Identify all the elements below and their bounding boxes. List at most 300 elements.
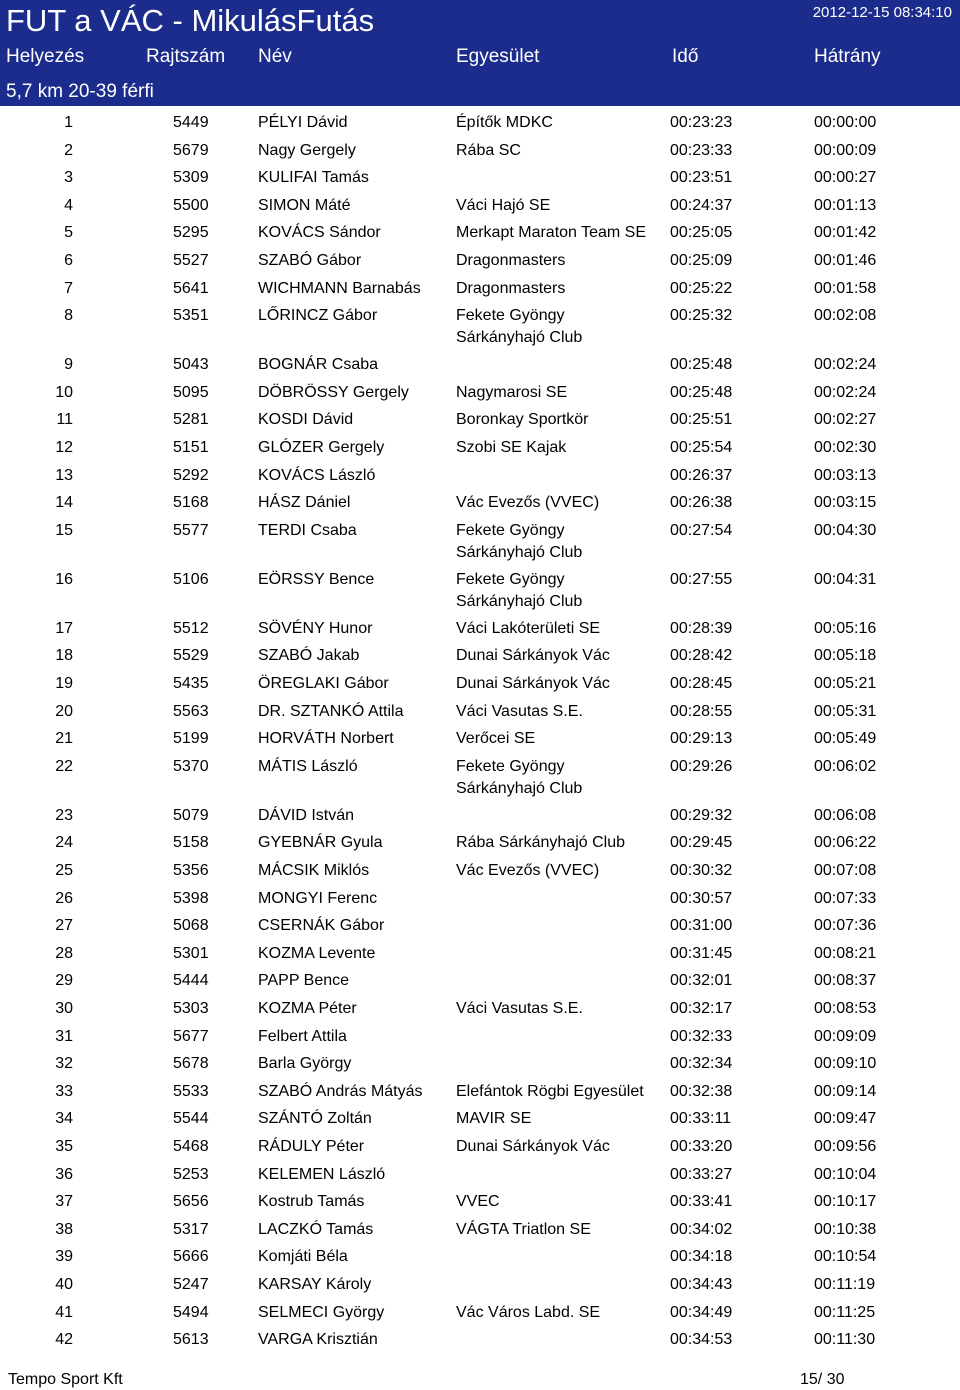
bib-cell: 5317 — [173, 1220, 209, 1238]
gap-cell: 00:10:17 — [814, 1193, 877, 1211]
bib-cell: 5068 — [173, 917, 209, 935]
time-cell: 00:27:54 — [670, 521, 733, 539]
result-row — [0, 673, 960, 700]
result-row — [0, 805, 960, 832]
position-cell: 37 — [55, 1193, 73, 1211]
time-cell: 00:33:20 — [670, 1138, 733, 1155]
gap-cell: 00:07:08 — [814, 862, 877, 879]
club-line: MAVIR SE — [456, 1110, 532, 1128]
position-cell: 9 — [64, 356, 73, 374]
name-cell: Komjáti Béla — [258, 1248, 348, 1266]
bib-cell: 5613 — [173, 1331, 209, 1349]
club-line: Dunai Sárkányok Vác — [456, 675, 610, 692]
bib-cell: 5577 — [173, 521, 209, 539]
gap-cell: 00:10:38 — [814, 1220, 877, 1238]
result-row — [0, 943, 960, 970]
time-cell: 00:26:38 — [670, 494, 733, 512]
club-cell — [456, 492, 599, 514]
club-cell — [456, 569, 582, 613]
name-cell: Kostrub Tamás — [258, 1193, 365, 1211]
time-cell: 00:34:43 — [670, 1276, 733, 1293]
name-cell: DR. SZTANKÓ Attila — [258, 702, 404, 720]
gap-cell: 00:08:53 — [814, 1000, 877, 1017]
bib-cell: 5079 — [173, 806, 209, 824]
name-cell: KOVÁCS László — [258, 466, 376, 484]
position-cell: 26 — [55, 889, 73, 907]
bib-cell: 5309 — [173, 169, 209, 187]
club-cell — [456, 756, 582, 800]
position-cell: 40 — [55, 1276, 73, 1293]
gap-cell: 00:01:13 — [814, 196, 877, 214]
position-cell: 42 — [55, 1331, 73, 1349]
name-cell: HÁSZ Dániel — [258, 494, 351, 512]
gap-cell: 00:09:14 — [814, 1082, 877, 1100]
club-line: Boronkay Sportkör — [456, 411, 589, 429]
position-cell: 41 — [55, 1303, 73, 1321]
column-header-time: Idő — [672, 46, 699, 67]
column-header-bib: Rajtszám — [146, 46, 226, 67]
name-cell: SZABÓ Gábor — [258, 252, 362, 269]
position-cell: 28 — [55, 944, 73, 962]
name-cell: LŐRINCZ Gábor — [258, 307, 378, 325]
name-cell: KOSDI Dávid — [258, 411, 354, 429]
club-cell — [456, 701, 583, 723]
position-cell: 24 — [55, 834, 73, 852]
bib-cell: 5444 — [173, 972, 209, 990]
name-cell: BOGNÁR Csaba — [258, 356, 379, 374]
gap-cell: 00:07:33 — [814, 889, 877, 907]
gap-cell: 00:01:46 — [814, 252, 877, 269]
gap-cell: 00:07:36 — [814, 917, 877, 935]
club-cell — [456, 1302, 600, 1324]
name-cell: KULIFAI Tamás — [258, 169, 369, 187]
position-cell: 13 — [55, 466, 73, 484]
club-cell — [456, 382, 567, 404]
club-line: Nagymarosi SE — [456, 383, 568, 401]
club-cell — [456, 618, 600, 640]
result-row — [0, 1274, 960, 1301]
bib-cell: 5281 — [173, 411, 209, 429]
club-line: Sárkányhajó Club — [456, 592, 583, 610]
position-cell: 14 — [55, 494, 73, 512]
name-cell: GLÓZER Gergely — [258, 439, 385, 456]
result-row — [0, 1246, 960, 1273]
gap-cell: 00:09:10 — [814, 1055, 877, 1073]
time-cell: 00:32:34 — [670, 1055, 733, 1073]
name-cell: SELMECI György — [258, 1303, 385, 1321]
bib-cell: 5301 — [173, 944, 209, 962]
result-row — [0, 860, 960, 887]
gap-cell: 00:09:09 — [814, 1027, 877, 1045]
position-cell: 10 — [55, 383, 73, 401]
club-cell — [456, 860, 599, 882]
result-row — [0, 1191, 960, 1218]
position-cell: 25 — [55, 862, 73, 879]
time-cell: 00:31:00 — [670, 917, 733, 935]
time-cell: 00:34:18 — [670, 1248, 733, 1266]
time-cell: 00:32:38 — [670, 1082, 733, 1100]
bib-cell: 5043 — [173, 356, 209, 374]
result-row — [0, 1053, 960, 1080]
gap-cell: 00:06:02 — [814, 757, 877, 775]
result-row — [0, 1136, 960, 1163]
bib-cell: 5677 — [173, 1027, 209, 1045]
result-row — [0, 278, 960, 305]
bib-cell: 5533 — [173, 1082, 209, 1100]
page-title: FUT a VÁC - MikulásFutás — [6, 3, 375, 38]
name-cell: SZÁNTÓ Zoltán — [258, 1110, 372, 1128]
position-cell: 1 — [64, 114, 73, 131]
position-cell: 4 — [64, 196, 73, 214]
position-cell: 34 — [55, 1110, 73, 1128]
gap-cell: 00:10:54 — [814, 1248, 877, 1266]
gap-cell: 00:00:00 — [814, 114, 877, 131]
gap-cell: 00:03:13 — [814, 466, 877, 484]
club-line: Vác Evezős (VVEC) — [456, 494, 600, 512]
category-label: 5,7 km 20-39 férfi — [6, 81, 154, 102]
result-row — [0, 915, 960, 942]
time-cell: 00:28:55 — [670, 702, 733, 720]
club-line: VÁGTA Triatlon SE — [456, 1220, 591, 1238]
gap-cell: 00:05:16 — [814, 619, 877, 637]
name-cell: KOZMA Péter — [258, 1000, 357, 1017]
gap-cell: 00:02:30 — [814, 439, 877, 456]
club-cell — [456, 222, 646, 244]
bib-cell: 5468 — [173, 1138, 209, 1155]
club-line: Fekete Gyöngy — [456, 757, 565, 775]
time-cell: 00:29:45 — [670, 834, 733, 852]
club-cell — [456, 278, 565, 300]
bib-cell: 5656 — [173, 1193, 209, 1211]
name-cell: SZABÓ András Mátyás — [258, 1082, 423, 1100]
result-row — [0, 998, 960, 1025]
result-row — [0, 140, 960, 167]
club-cell — [456, 1191, 500, 1213]
name-cell: MÁTIS László — [258, 757, 358, 775]
bib-cell: 5351 — [173, 307, 209, 325]
club-cell — [456, 673, 610, 695]
club-cell — [456, 645, 610, 667]
bib-cell: 5666 — [173, 1248, 209, 1266]
bib-cell: 5151 — [173, 439, 209, 456]
gap-cell: 00:10:04 — [814, 1165, 877, 1183]
bib-cell: 5253 — [173, 1165, 209, 1183]
bib-cell: 5679 — [173, 141, 209, 159]
gap-cell: 00:00:27 — [814, 169, 877, 187]
bib-cell: 5678 — [173, 1055, 209, 1073]
gap-cell: 00:04:30 — [814, 521, 877, 539]
name-cell: Nagy Gergely — [258, 141, 356, 159]
position-cell: 3 — [64, 169, 73, 187]
club-cell — [456, 1108, 531, 1130]
gap-cell: 00:09:47 — [814, 1110, 877, 1128]
time-cell: 00:34:53 — [670, 1331, 733, 1349]
footer-page-number: 15/ 30 — [800, 1371, 845, 1388]
bib-cell: 5292 — [173, 466, 209, 484]
time-cell: 00:29:32 — [670, 806, 733, 824]
position-cell: 6 — [64, 252, 73, 269]
bib-cell: 5449 — [173, 114, 209, 131]
name-cell: MÁCSIK Miklós — [258, 862, 370, 879]
time-cell: 00:31:45 — [670, 944, 733, 962]
club-line: Építők MDKC — [456, 114, 553, 131]
time-cell: 00:33:27 — [670, 1165, 733, 1183]
name-cell: PÉLYI Dávid — [258, 114, 348, 131]
name-cell: RÁDULY Péter — [258, 1138, 365, 1155]
result-row — [0, 305, 960, 347]
club-cell — [456, 1219, 591, 1241]
result-row — [0, 520, 960, 561]
club-cell — [456, 409, 589, 431]
bib-cell: 5199 — [173, 730, 209, 748]
position-cell: 7 — [64, 279, 73, 297]
name-cell: EÖRSSY Bence — [258, 570, 375, 588]
results-header — [0, 0, 960, 106]
gap-cell: 00:03:15 — [814, 494, 877, 512]
result-row — [0, 492, 960, 519]
bib-cell: 5106 — [173, 570, 209, 588]
bib-cell: 5544 — [173, 1110, 209, 1128]
time-cell: 00:24:37 — [670, 196, 733, 214]
result-row — [0, 1026, 960, 1053]
time-cell: 00:25:09 — [670, 252, 733, 269]
club-line: Szobi SE Kajak — [456, 439, 567, 456]
gap-cell: 00:05:31 — [814, 702, 877, 720]
club-line: Sárkányhajó Club — [456, 543, 583, 561]
position-cell: 21 — [55, 730, 73, 748]
bib-cell: 5158 — [173, 834, 209, 852]
position-cell: 19 — [55, 675, 73, 692]
position-cell: 16 — [55, 570, 73, 588]
position-cell: 31 — [55, 1027, 73, 1045]
gap-cell: 00:11:30 — [814, 1331, 876, 1349]
position-cell: 38 — [55, 1220, 73, 1238]
club-line: Rába Sárkányhajó Club — [456, 834, 625, 852]
gap-cell: 00:01:42 — [814, 224, 877, 242]
gap-cell: 00:00:09 — [814, 141, 877, 159]
gap-cell: 00:06:22 — [814, 834, 877, 852]
bib-cell: 5500 — [173, 196, 209, 214]
club-line: Váci Hajó SE — [456, 196, 551, 214]
result-row — [0, 618, 960, 645]
position-cell: 8 — [64, 307, 73, 325]
club-line: Merkapt Maraton Team SE — [456, 224, 647, 242]
club-line: Vác Város Labd. SE — [456, 1303, 601, 1321]
gap-cell: 00:02:08 — [814, 307, 877, 325]
gap-cell: 00:08:21 — [814, 944, 877, 962]
gap-cell: 00:02:24 — [814, 356, 877, 374]
position-cell: 15 — [55, 521, 73, 539]
club-line: Fekete Gyöngy — [456, 570, 565, 588]
gap-cell: 00:05:49 — [814, 730, 877, 748]
bib-cell: 5398 — [173, 889, 209, 907]
time-cell: 00:34:02 — [670, 1220, 733, 1238]
club-line: Váci Vasutas S.E. — [456, 1000, 583, 1017]
bib-cell: 5370 — [173, 757, 209, 775]
gap-cell: 00:05:18 — [814, 647, 877, 665]
position-cell: 30 — [55, 1000, 73, 1017]
club-line: Sárkányhajó Club — [456, 329, 583, 347]
club-line: Váci Vasutas S.E. — [456, 702, 583, 720]
gap-cell: 00:04:31 — [814, 570, 877, 588]
position-cell: 36 — [55, 1165, 73, 1183]
result-row — [0, 1329, 960, 1356]
club-cell — [456, 250, 565, 272]
position-cell: 39 — [55, 1248, 73, 1266]
column-header-name: Név — [258, 46, 292, 67]
gap-cell: 00:08:37 — [814, 972, 877, 990]
name-cell: KOZMA Levente — [258, 944, 376, 962]
bib-cell: 5356 — [173, 862, 209, 879]
print-timestamp: 2012-12-15 08:34:10 — [812, 4, 952, 21]
position-cell: 32 — [55, 1055, 73, 1073]
result-row — [0, 1302, 960, 1329]
club-line: Dragonmasters — [456, 279, 566, 297]
club-cell — [456, 520, 582, 564]
gap-cell: 00:06:08 — [814, 806, 877, 824]
club-cell — [456, 728, 535, 750]
bib-cell: 5435 — [173, 675, 209, 692]
club-line: Dunai Sárkányok Vác — [456, 647, 610, 665]
time-cell: 00:29:26 — [670, 757, 733, 775]
column-header-position: Helyezés — [6, 46, 85, 67]
club-line: Sárkányhajó Club — [456, 779, 583, 797]
result-row — [0, 728, 960, 755]
column-header-gap: Hátrány — [814, 46, 881, 67]
gap-cell: 00:02:27 — [814, 411, 877, 429]
result-row — [0, 832, 960, 859]
bib-cell: 5295 — [173, 224, 209, 242]
time-cell: 00:32:33 — [670, 1027, 733, 1045]
name-cell: Felbert Attila — [258, 1027, 347, 1045]
result-row — [0, 195, 960, 222]
name-cell: KELEMEN László — [258, 1165, 386, 1183]
club-cell — [456, 140, 521, 162]
gap-cell: 00:01:58 — [814, 279, 877, 297]
name-cell: LACZKÓ Tamás — [258, 1220, 374, 1238]
result-row — [0, 701, 960, 728]
position-cell: 23 — [55, 806, 73, 824]
position-cell: 5 — [64, 224, 73, 242]
time-cell: 00:33:41 — [670, 1193, 733, 1211]
time-cell: 00:25:48 — [670, 356, 733, 374]
time-cell: 00:34:49 — [670, 1303, 733, 1321]
time-cell: 00:23:23 — [670, 114, 733, 131]
name-cell: PAPP Bence — [258, 972, 350, 990]
time-cell: 00:28:42 — [670, 647, 733, 665]
result-row — [0, 569, 960, 610]
time-cell: 00:25:32 — [670, 307, 733, 325]
footer-company: Tempo Sport Kft — [8, 1371, 123, 1388]
time-cell: 00:25:22 — [670, 279, 733, 297]
club-cell — [456, 1136, 610, 1158]
name-cell: SÖVÉNY Hunor — [258, 619, 373, 637]
club-cell — [456, 112, 553, 134]
bib-cell: 5303 — [173, 1000, 209, 1017]
bib-cell: 5529 — [173, 647, 209, 665]
name-cell: SZABÓ Jakab — [258, 647, 360, 665]
gap-cell: 00:09:56 — [814, 1138, 877, 1155]
name-cell: WICHMANN Barnabás — [258, 279, 421, 297]
result-row — [0, 1219, 960, 1246]
club-line: Rába SC — [456, 141, 521, 159]
bib-cell: 5563 — [173, 702, 209, 720]
position-cell: 12 — [55, 439, 73, 456]
club-line: Dunai Sárkányok Vác — [456, 1138, 610, 1155]
gap-cell: 00:02:24 — [814, 383, 877, 401]
time-cell: 00:23:51 — [670, 169, 733, 187]
position-cell: 17 — [55, 619, 73, 637]
position-cell: 11 — [56, 411, 73, 429]
bib-cell: 5168 — [173, 494, 209, 512]
name-cell: MONGYI Ferenc — [258, 889, 378, 907]
result-row — [0, 888, 960, 915]
position-cell: 18 — [55, 647, 73, 665]
time-cell: 00:30:57 — [670, 889, 733, 907]
name-cell: GYEBNÁR Gyula — [258, 834, 383, 852]
name-cell: ÖREGLAKI Gábor — [258, 675, 389, 692]
club-cell — [456, 437, 566, 459]
time-cell: 00:32:17 — [670, 1000, 733, 1017]
name-cell: KARSAY Károly — [258, 1276, 372, 1293]
club-line: Verőcei SE — [456, 730, 536, 748]
club-cell — [456, 305, 582, 349]
name-cell: Barla György — [258, 1055, 352, 1073]
gap-cell: 00:11:25 — [814, 1303, 876, 1321]
position-cell: 35 — [55, 1138, 73, 1155]
result-row — [0, 970, 960, 997]
result-row — [0, 1081, 960, 1108]
club-cell — [456, 998, 583, 1020]
result-row — [0, 465, 960, 492]
position-cell: 20 — [55, 702, 73, 720]
bib-cell: 5527 — [173, 252, 209, 269]
position-cell: 33 — [55, 1082, 73, 1100]
position-cell: 27 — [55, 917, 73, 935]
time-cell: 00:32:01 — [670, 972, 733, 990]
name-cell: VARGA Krisztián — [258, 1331, 378, 1349]
club-line: Váci Lakóterületi SE — [456, 619, 601, 637]
time-cell: 00:25:48 — [670, 383, 733, 401]
name-cell: DÁVID István — [258, 806, 355, 824]
club-cell — [456, 832, 625, 854]
result-row — [0, 354, 960, 381]
result-row — [0, 437, 960, 464]
club-line: VVEC — [456, 1193, 500, 1211]
club-line: Fekete Gyöngy — [456, 307, 565, 325]
name-cell: CSERNÁK Gábor — [258, 917, 385, 935]
result-row — [0, 167, 960, 194]
result-row — [0, 112, 960, 139]
bib-cell: 5095 — [173, 383, 209, 401]
club-cell — [456, 195, 550, 217]
result-row — [0, 222, 960, 249]
club-cell — [456, 1081, 644, 1103]
time-cell: 00:25:05 — [670, 224, 733, 242]
name-cell: DÖBRÖSSY Gergely — [258, 383, 409, 401]
club-line: Vác Evezős (VVEC) — [456, 862, 600, 879]
name-cell: SIMON Máté — [258, 196, 351, 214]
result-row — [0, 756, 960, 797]
name-cell: TERDI Csaba — [258, 521, 357, 539]
club-line: Elefántok Rögbi Egyesület — [456, 1082, 644, 1100]
column-header-club: Egyesület — [456, 46, 540, 67]
bib-cell: 5494 — [173, 1303, 209, 1321]
gap-cell: 00:11:19 — [814, 1276, 876, 1293]
time-cell: 00:25:51 — [670, 411, 733, 429]
time-cell: 00:26:37 — [670, 466, 733, 484]
time-cell: 00:28:39 — [670, 619, 733, 637]
